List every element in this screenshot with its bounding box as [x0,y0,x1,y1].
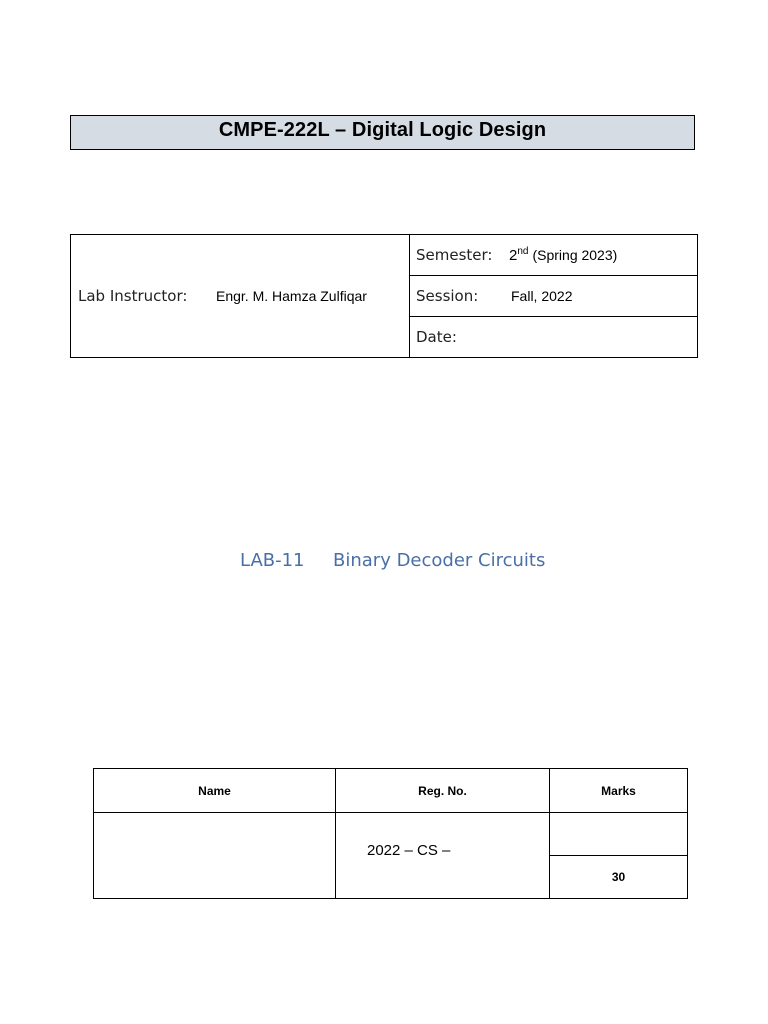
marks-obtained-cell[interactable] [550,813,688,856]
reg-no-cell[interactable] [336,813,550,899]
semester-number: 2 [509,246,518,264]
session-cell [410,276,698,317]
semester-suffix: nd [517,245,529,257]
lab-heading [240,550,545,571]
lab-number: LAB-11 [240,550,305,571]
marks-total-cell: 30 [550,856,688,899]
student-table [93,768,688,899]
semester-label: Semester: [416,246,493,264]
lab-title: Binary Decoder Circuits [333,550,546,571]
semester-value [509,247,528,264]
semester-cell [410,235,698,276]
lab-instructor-label: Lab Instructor: [78,287,188,305]
name-header: Name [94,769,336,813]
reg-no-header: Reg. No. [336,769,550,813]
course-title: CMPE-222L – Digital Logic Design [218,118,547,141]
marks-header: Marks [550,769,688,813]
lab-instructor-cell [71,235,410,358]
reg-no-value: 2022 – CS – [367,842,451,859]
date-cell[interactable] [410,317,698,358]
date-label: Date: [416,328,457,346]
semester-term: (Spring 2023) [532,247,618,263]
lab-instructor-name: Engr. M. Hamza Zulfiqar [216,288,367,304]
course-title-banner [70,115,695,150]
session-value: Fall, 2022 [511,288,573,304]
session-label: Session: [416,287,479,305]
lab-info-table [70,234,698,358]
name-cell[interactable] [94,813,336,899]
